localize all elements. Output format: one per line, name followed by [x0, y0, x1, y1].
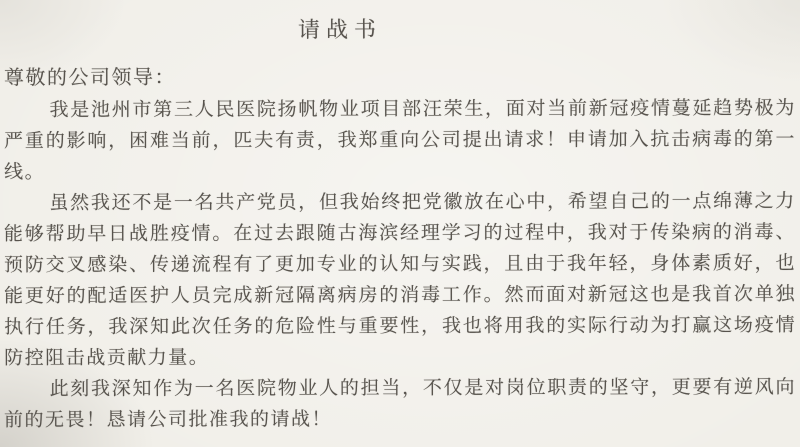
letter-paragraph-2: 虽然我还不是一名共产党员，但我始终把党徽放在心中，希望自己的一点绵薄之力能够帮助早日战胜疫情。在过去跟随古海滨经理学习的过程中，我对于传染病的消毒、预防交叉感染、传递流程有了更加专业的认知与实践，且由于我年轻，身体素质好，也能更好的配适医护人员完成新冠隔离病房的消毒工作。然而面对新冠这也是我首次单独执行任务，我深知此次任务的危险性与重要性，我也将用我的实际行动为打赢这场疫情防控阻击战贡献力量。 [3, 189, 797, 370]
letter-paragraph-3: 此刻我深知作为一名医院物业人的担当，不仅是对岗位职责的坚守，更要有逆风向前的无畏！恳请公司批准我的请战！ [4, 375, 796, 432]
letter-paragraph-1: 我是池州市第三人民医院扬帆物业项目部汪荣生，面对当前新冠疫情蔓延趋势极为严重的影响，困难当前，匹夫有责，我郑重向公司提出请求！申请加入抗击病毒的第一线。 [3, 96, 797, 184]
letter-body [4, 14, 796, 435]
letter-title: 请战书 [297, 17, 383, 44]
letter-salutation: 尊敬的公司领导： [3, 64, 177, 90]
